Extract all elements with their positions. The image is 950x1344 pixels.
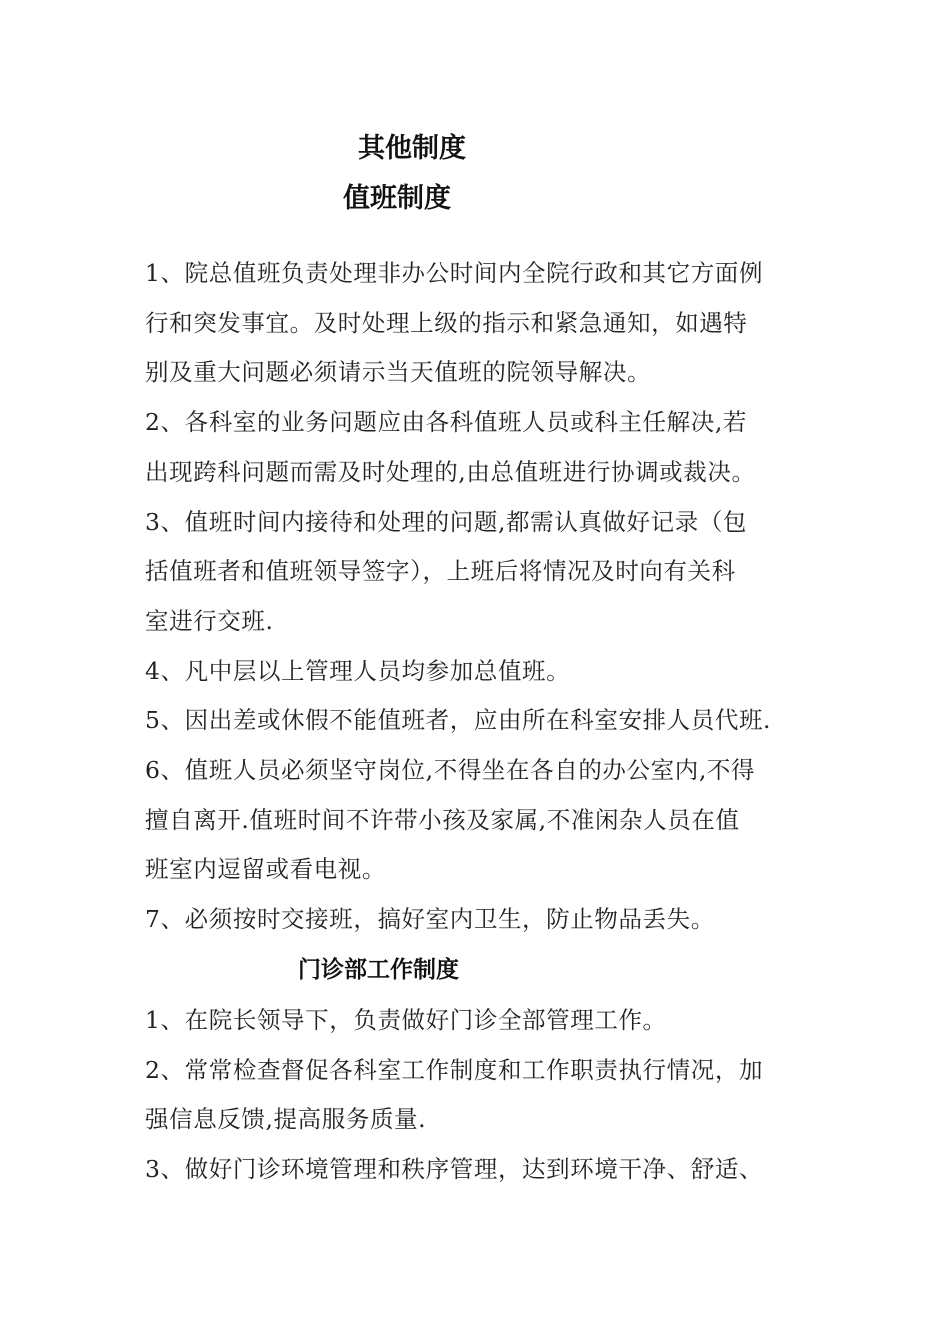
duty-rule-item: 4、凡中层以上管理人员均参加总值班。 bbox=[145, 656, 571, 685]
duty-rules-list bbox=[145, 249, 815, 945]
duty-rule-item: 5、因出差或休假不能值班者，应由所在科室安排人员代班. bbox=[145, 706, 772, 735]
duty-rule-item: 1、院总值班负责处理非办公时间内全院行政和其它方面例 行和突发事宜。及时处理上级的指示和紧急通知，如遇特 别及重大问题必须请示当天值班的院领导解决。 bbox=[145, 259, 764, 387]
duty-rule-item: 6、值班人员必须坚守岗位,不得坐在各自的办公室内,不得 擅自离开.值班时间不许带小孩及家属,不准闲杂人员在值 班室内逗留或看电视。 bbox=[145, 756, 756, 884]
duty-rule-item: 3、值班时间内接待和处理的问题,都需认真做好记录（包 括值班者和值班领导签字），上班后将情况及时向有关科 室进行交班. bbox=[145, 507, 748, 635]
outpatient-rule-item: 3、做好门诊环境管理和秩序管理，达到环境干净、舒适、 bbox=[145, 1155, 764, 1184]
document-title: 其他制度 bbox=[358, 133, 466, 164]
section-title-outpatient: 门诊部工作制度 bbox=[298, 957, 459, 983]
outpatient-rules-list bbox=[145, 996, 815, 1195]
duty-rule-item: 7、必须按时交接班，搞好室内卫生，防止物品丢失。 bbox=[145, 905, 715, 934]
outpatient-rule-item: 1、在院长领导下，负责做好门诊全部管理工作。 bbox=[145, 1006, 667, 1034]
document-subtitle: 值班制度 bbox=[343, 183, 451, 214]
outpatient-rule-item: 2、常常检查督促各科室工作制度和工作职责执行情况，加 强信息反馈,提高服务质量. bbox=[145, 1055, 764, 1134]
duty-rule-item: 2、各科室的业务问题应由各科值班人员或科主任解决,若 出现跨科问题而需及时处理的,由总值班进行协调或裁决。 bbox=[145, 408, 756, 486]
